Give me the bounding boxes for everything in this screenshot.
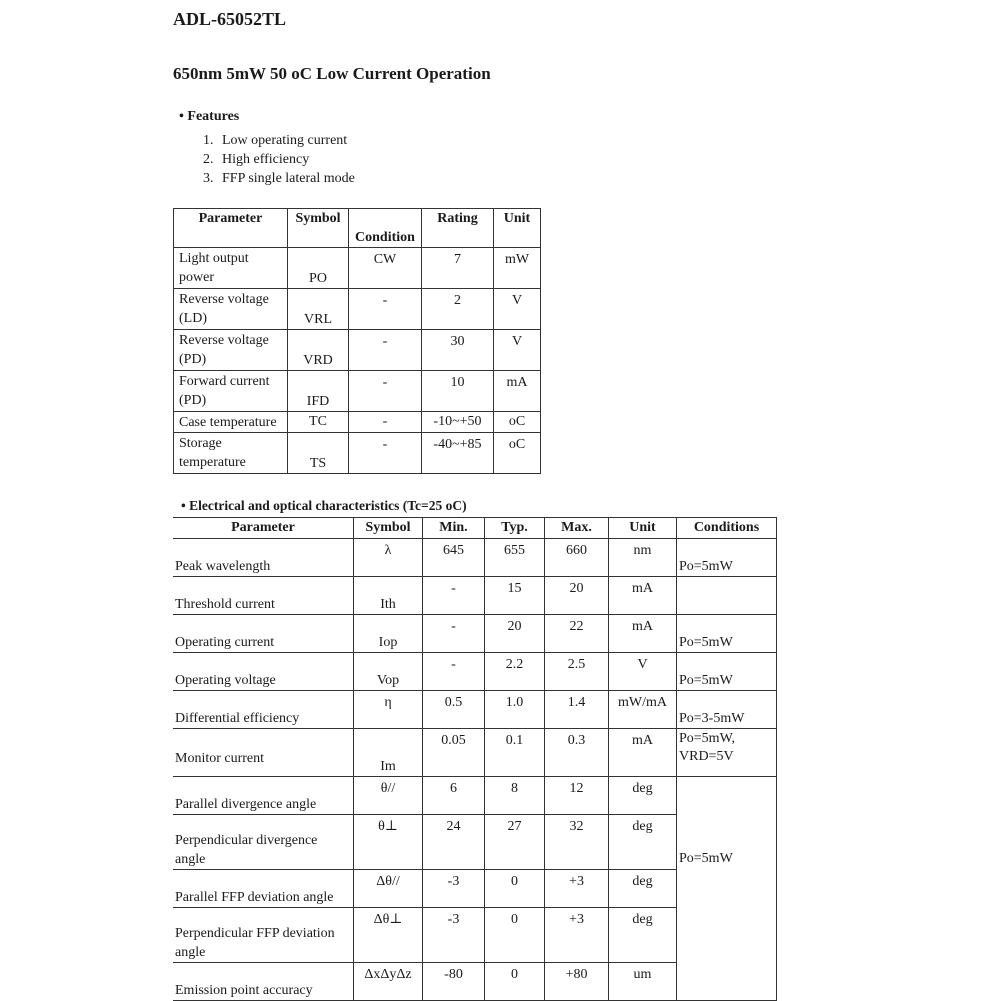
symbol-cell: IFD: [288, 371, 349, 412]
typ-cell: 0: [485, 870, 545, 908]
feature-item: [203, 133, 347, 149]
feature-item: [203, 171, 355, 187]
parameter-cell: [173, 908, 354, 963]
min-cell: 24: [423, 815, 485, 870]
max-cell: 1.4: [545, 691, 609, 729]
parameter-line: angle: [175, 945, 206, 960]
parameter-line: (PD): [179, 393, 207, 408]
symbol-cell: TS: [288, 433, 349, 474]
parameter-line: Forward current: [179, 374, 270, 389]
unit-cell: mA: [609, 577, 677, 615]
feature-text: Low operating current: [222, 133, 348, 148]
conditions-cell: Po=5mW: [677, 539, 777, 577]
unit-cell: V: [494, 330, 541, 371]
max-cell: 12: [545, 777, 609, 815]
header-parameter: Parameter: [173, 518, 354, 539]
unit-cell: oC: [494, 412, 541, 433]
symbol-cell: Iop: [354, 615, 423, 653]
electrical-optical-heading: • Electrical and optical characteristics (Tc=25 oC): [181, 498, 467, 513]
condition-cell: -: [349, 412, 422, 433]
header-parameter: Parameter: [174, 209, 288, 248]
feature-text: High efficiency: [222, 152, 310, 167]
max-cell: 660: [545, 539, 609, 577]
parameter-cell: Case temperature: [174, 412, 288, 433]
feature-text: FFP single lateral mode: [222, 171, 355, 186]
unit-cell: mA: [609, 729, 677, 777]
symbol-cell: Im: [354, 729, 423, 777]
max-cell: 32: [545, 815, 609, 870]
max-cell: 20: [545, 577, 609, 615]
min-cell: -3: [423, 908, 485, 963]
condition-cell: -: [349, 371, 422, 412]
symbol-cell: TC: [288, 412, 349, 433]
parameter-cell: Parallel FFP deviation angle: [173, 870, 354, 908]
table-row: [174, 289, 541, 330]
parameter-cell: [174, 433, 288, 474]
table-row: [174, 330, 541, 371]
parameter-cell: [174, 248, 288, 289]
unit-cell: oC: [494, 433, 541, 474]
header-min: Min.: [423, 518, 485, 539]
unit-cell: um: [609, 963, 677, 1001]
header-unit: Unit: [609, 518, 677, 539]
typ-cell: 27: [485, 815, 545, 870]
header-max: Max.: [545, 518, 609, 539]
feature-number: 3.: [203, 171, 214, 186]
max-cell: +80: [545, 963, 609, 1001]
parameter-cell: Threshold current: [173, 577, 354, 615]
header-typ: Typ.: [485, 518, 545, 539]
table-row: [173, 615, 777, 653]
parameter-cell: Parallel divergence angle: [173, 777, 354, 815]
parameter-line: Perpendicular divergence: [175, 833, 318, 848]
unit-cell: V: [494, 289, 541, 330]
parameter-line: Perpendicular FFP deviation: [175, 926, 335, 941]
symbol-cell: PO: [288, 248, 349, 289]
header-symbol: Symbol: [288, 209, 349, 248]
max-cell: +3: [545, 870, 609, 908]
parameter-line: (PD): [179, 352, 207, 367]
table-row: [174, 412, 541, 433]
condition-cell: -: [349, 289, 422, 330]
min-cell: 645: [423, 539, 485, 577]
parameter-cell: Operating current: [173, 615, 354, 653]
parameter-cell: Peak wavelength: [173, 539, 354, 577]
table-row: [173, 653, 777, 691]
max-cell: 22: [545, 615, 609, 653]
symbol-cell: VRD: [288, 330, 349, 371]
typ-cell: 0.1: [485, 729, 545, 777]
parameter-cell: [174, 330, 288, 371]
rating-cell: 30: [422, 330, 494, 371]
min-cell: -: [423, 577, 485, 615]
symbol-cell: Vop: [354, 653, 423, 691]
unit-cell: deg: [609, 815, 677, 870]
symbol-cell: η: [354, 691, 423, 729]
conditions-cell: Po=5mW: [677, 653, 777, 691]
symbol-cell: θ//: [354, 777, 423, 815]
parameter-cell: [174, 371, 288, 412]
symbol-cell: VRL: [288, 289, 349, 330]
parameter-line: Reverse voltage: [179, 292, 269, 307]
parameter-line: (LD): [179, 311, 207, 326]
parameter-cell: Differential efficiency: [173, 691, 354, 729]
symbol-cell: λ: [354, 539, 423, 577]
conditions-cell: [677, 729, 777, 777]
table-row: [173, 777, 777, 815]
feature-item: [203, 152, 309, 168]
max-cell: 2.5: [545, 653, 609, 691]
parameter-cell: [174, 289, 288, 330]
typ-cell: 2.2: [485, 653, 545, 691]
rating-cell: 10: [422, 371, 494, 412]
parameter-line: Reverse voltage: [179, 333, 269, 348]
feature-number: 1.: [203, 133, 214, 148]
electrical-optical-table: [173, 517, 777, 1001]
typ-cell: 15: [485, 577, 545, 615]
conditions-line: Po=5mW,: [679, 731, 735, 746]
document-subtitle: 650nm 5mW 50 oC Low Current Operation: [173, 64, 491, 83]
table-row: [173, 729, 777, 777]
table-row: [174, 433, 541, 474]
conditions-cell: Po=5mW: [677, 615, 777, 653]
condition-cell: CW: [349, 248, 422, 289]
table-row: [173, 539, 777, 577]
typ-cell: 655: [485, 539, 545, 577]
conditions-cell: Po=3-5mW: [677, 691, 777, 729]
unit-cell: mW/mA: [609, 691, 677, 729]
min-cell: -: [423, 615, 485, 653]
unit-cell: deg: [609, 908, 677, 963]
unit-cell: deg: [609, 870, 677, 908]
conditions-line: VRD=5V: [679, 749, 734, 764]
header-condition: Condition: [349, 209, 422, 248]
min-cell: -3: [423, 870, 485, 908]
condition-cell: -: [349, 330, 422, 371]
symbol-cell: ΔxΔyΔz: [354, 963, 423, 1001]
table-row: [173, 577, 777, 615]
features-heading: • Features: [179, 109, 240, 124]
table-header-row: [174, 209, 541, 248]
table-row: [174, 248, 541, 289]
merged-conditions-cell: Po=5mW: [677, 777, 777, 1001]
min-cell: -80: [423, 963, 485, 1001]
parameter-cell: [173, 815, 354, 870]
unit-cell: mW: [494, 248, 541, 289]
document-title: ADL-65052TL: [173, 9, 287, 29]
rating-cell: -10~+50: [422, 412, 494, 433]
typ-cell: 1.0: [485, 691, 545, 729]
unit-cell: V: [609, 653, 677, 691]
unit-cell: deg: [609, 777, 677, 815]
feature-number: 2.: [203, 152, 214, 167]
absolute-ratings-table: [173, 208, 541, 474]
parameter-cell: Emission point accuracy: [173, 963, 354, 1001]
parameter-cell: Monitor current: [173, 729, 354, 777]
unit-cell: nm: [609, 539, 677, 577]
header-symbol: Symbol: [354, 518, 423, 539]
typ-cell: 20: [485, 615, 545, 653]
typ-cell: 0: [485, 963, 545, 1001]
table-row: [174, 371, 541, 412]
parameter-line: temperature: [179, 455, 246, 470]
rating-cell: 7: [422, 248, 494, 289]
typ-cell: 0: [485, 908, 545, 963]
symbol-cell: Ith: [354, 577, 423, 615]
rating-cell: 2: [422, 289, 494, 330]
max-cell: 0.3: [545, 729, 609, 777]
symbol-cell: Δθ//: [354, 870, 423, 908]
parameter-line: angle: [175, 852, 206, 867]
parameter-line: Storage: [179, 436, 222, 451]
unit-cell: mA: [494, 371, 541, 412]
table-row: [173, 691, 777, 729]
header-unit: Unit: [494, 209, 541, 248]
table-header-row: [173, 518, 777, 539]
parameter-line: power: [179, 270, 214, 285]
min-cell: 0.5: [423, 691, 485, 729]
typ-cell: 8: [485, 777, 545, 815]
condition-cell: -: [349, 433, 422, 474]
header-rating: Rating: [422, 209, 494, 248]
min-cell: 0.05: [423, 729, 485, 777]
symbol-cell: θ⊥: [354, 815, 423, 870]
unit-cell: mA: [609, 615, 677, 653]
min-cell: 6: [423, 777, 485, 815]
parameter-line: Light output: [179, 251, 249, 266]
rating-cell: -40~+85: [422, 433, 494, 474]
header-conditions: Conditions: [677, 518, 777, 539]
conditions-cell: [677, 577, 777, 615]
symbol-cell: Δθ⊥: [354, 908, 423, 963]
min-cell: -: [423, 653, 485, 691]
parameter-cell: Operating voltage: [173, 653, 354, 691]
max-cell: +3: [545, 908, 609, 963]
